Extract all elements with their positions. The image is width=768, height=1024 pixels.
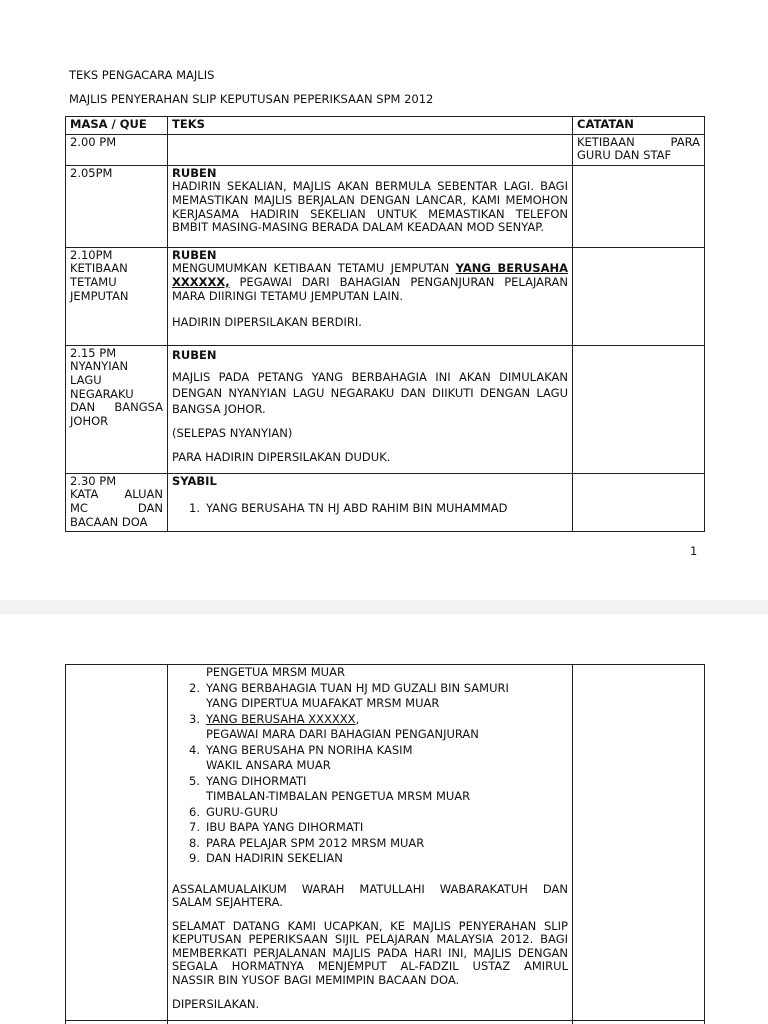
- speaker-name: SYABIL: [172, 473, 217, 488]
- list-item: 6. GURU-GURU: [189, 804, 279, 819]
- speaker-name: RUBEN: [172, 165, 217, 180]
- list-item: 9. DAN HADIRIN SEKELIAN: [189, 851, 343, 865]
- table-row: [66, 665, 705, 1021]
- note-cell: [573, 345, 705, 473]
- list-item: 1. YANG BERUSAHA TN HJ ABD RAHIM BIN MUHAMMAD: [189, 501, 508, 516]
- time-cell: 2.10PM KETIBAAN TETAMU JEMPUTAN: [66, 247, 168, 345]
- list-item: 4. YANG BERUSAHA PN NORIHA KASIM WAKIL ANSARA MUAR: [189, 742, 413, 772]
- guest-list: [172, 681, 568, 867]
- text-cell: [168, 473, 573, 531]
- table-row: [66, 165, 705, 247]
- text-cell: RUBEN MAJLIS PADA PETANG YANG BERBAHAGIA INI AKAN DIMULAKAN DENGAN NYANYIAN LAGU NEGARAKU DAN DIIKUTI DENGAN LAGU BANGSA JOHOR. (SELEPAS NYANYIAN) PARA HADIRIN DIPERSILAKAN DUDUK.: [168, 345, 573, 473]
- document-title: TEKS PENGACARA MAJLIS: [69, 68, 215, 82]
- text-cell: RUBEN HADIRIN SEKALIAN, MAJLIS AKAN BERMULA SEBENTAR LAGI. BAGI MEMASTIKAN MAJLIS BERJALAN DENGAN LANCAR, KAMI MEMOHON KERJASAMA HADIRIN SEKELIAN UNTUK MEMASTIKAN TELEFON BMBIT MASING-MASING BERADA DALAM KEADAAN MOD SENYAP.: [168, 165, 573, 247]
- schedule-table-continued: [65, 664, 705, 1024]
- page-separator: [0, 600, 768, 614]
- list-item: 2. YANG BERBAHAGIA TUAN HJ MD GUZALI BIN SAMURI YANG DIPERTUA MUAFAKAT MRSM MUAR: [189, 680, 509, 710]
- column-header-catatan: CATATAN: [573, 117, 705, 135]
- table-row: [66, 345, 705, 473]
- list-item: 8. PARA PELAJAR SPM 2012 MRSM MUAR: [189, 835, 425, 850]
- note-cell: KETIBAAN PARA GURU DAN STAF: [573, 134, 705, 165]
- note-cell: [573, 473, 705, 531]
- schedule-table: [65, 116, 705, 532]
- document-page-2: [0, 614, 768, 1024]
- time-cell: [66, 1021, 168, 1024]
- table-row: [66, 247, 705, 345]
- note-cell: [573, 1021, 705, 1024]
- time-cell: 2.15 PM NYANYIAN LAGU NEGARAKU DAN BANGSA JOHOR: [66, 345, 168, 473]
- table-row: [66, 134, 705, 165]
- speaker-name: RUBEN: [172, 347, 217, 362]
- list-item: 3. YANG BERUSAHA XXXXXX, PEGAWAI MARA DARI BAHAGIAN PENGANJURAN: [189, 711, 479, 741]
- note-cell: [573, 165, 705, 247]
- list-item: 5. YANG DIHORMATI TIMBALAN-TIMBALAN PENGETUA MRSM MUAR: [189, 773, 471, 803]
- note-cell: [573, 665, 705, 1021]
- time-cell: 2.05PM: [66, 165, 168, 247]
- table-row: [66, 473, 705, 531]
- page-number: 1: [690, 544, 698, 558]
- text-cell: [168, 1021, 573, 1024]
- text-cell: PENGETUA MRSM MUAR 2. YANG BERBAHAGIA TUAN HJ MD GUZALI BIN SAMURI YANG DIPERTUA MUAFAKAT MRSM MUAR 3. YANG BERUSAHA XXXXXX, PEGAWAI MARA DARI BAHAGIAN PENGANJURAN 4. YANG BERUSAHA PN NORIHA KASIM WAKIL ANSARA MUAR 5. YANG DIHORMATI TIMBALAN-TIMBALAN PENGETUA MRSM MUAR 6. GURU-GURU 7. IBU BAPA YANG DIHORMATI 8. PARA PELAJAR SPM 2012 MRSM MUAR 9. DAN HADIRIN SEKELIAN ASSALAMUALAIKUM WARAH MATULLAHI WABARAKATUH DAN SALAM SEJAHTERA. SELAMAT DATANG KAMI UCAPKAN, KE MAJLIS PENYERAHAN SLIP KEPUTUSAN PEPERIKSAAN SIJIL PELAJARAN MALAYSIA 2012. BAGI MEMBERKATI PERJALANAN MAJLIS PADA HARI INI, MAJLIS DENGAN SEGALA HORMATNYA MENJEMPUT AL-FADZIL USTAZ AMIRUL NASSIR BIN YUSOF BAGI MEMIMPIN BACAAN DOA. DIPERSILAKAN.: [168, 665, 573, 1021]
- guest-list: [172, 502, 568, 516]
- list-item: 7. IBU BAPA YANG DIHORMATI: [189, 820, 364, 834]
- table-row: [66, 1021, 705, 1024]
- time-cell: [66, 665, 168, 1021]
- table-header-row: [66, 117, 705, 135]
- time-cell: 2.00 PM: [66, 134, 168, 165]
- speaker-name: RUBEN: [172, 247, 217, 262]
- text-cell: RUBEN MENGUMUMKAN KETIBAAN TETAMU JEMPUTAN YANG BERUSAHA XXXXXX, PEGAWAI DARI BAHAGIAN PENGANJURAN PELAJARAN MARA DIIRINGI TETAMU JEMPUTAN LAIN. HADIRIN DIPERSILAKAN BERDIRI.: [168, 247, 573, 345]
- time-cell: 2.30 PM KATA ALUAN MC DAN BACAAN DOA: [66, 473, 168, 531]
- column-header-teks: TEKS: [168, 117, 573, 135]
- text-cell: [168, 134, 573, 165]
- note-cell: [573, 247, 705, 345]
- column-header-masa: MASA / QUE: [66, 117, 168, 135]
- document-subtitle: MAJLIS PENYERAHAN SLIP KEPUTUSAN PEPERIKSAAN SPM 2012: [69, 92, 434, 106]
